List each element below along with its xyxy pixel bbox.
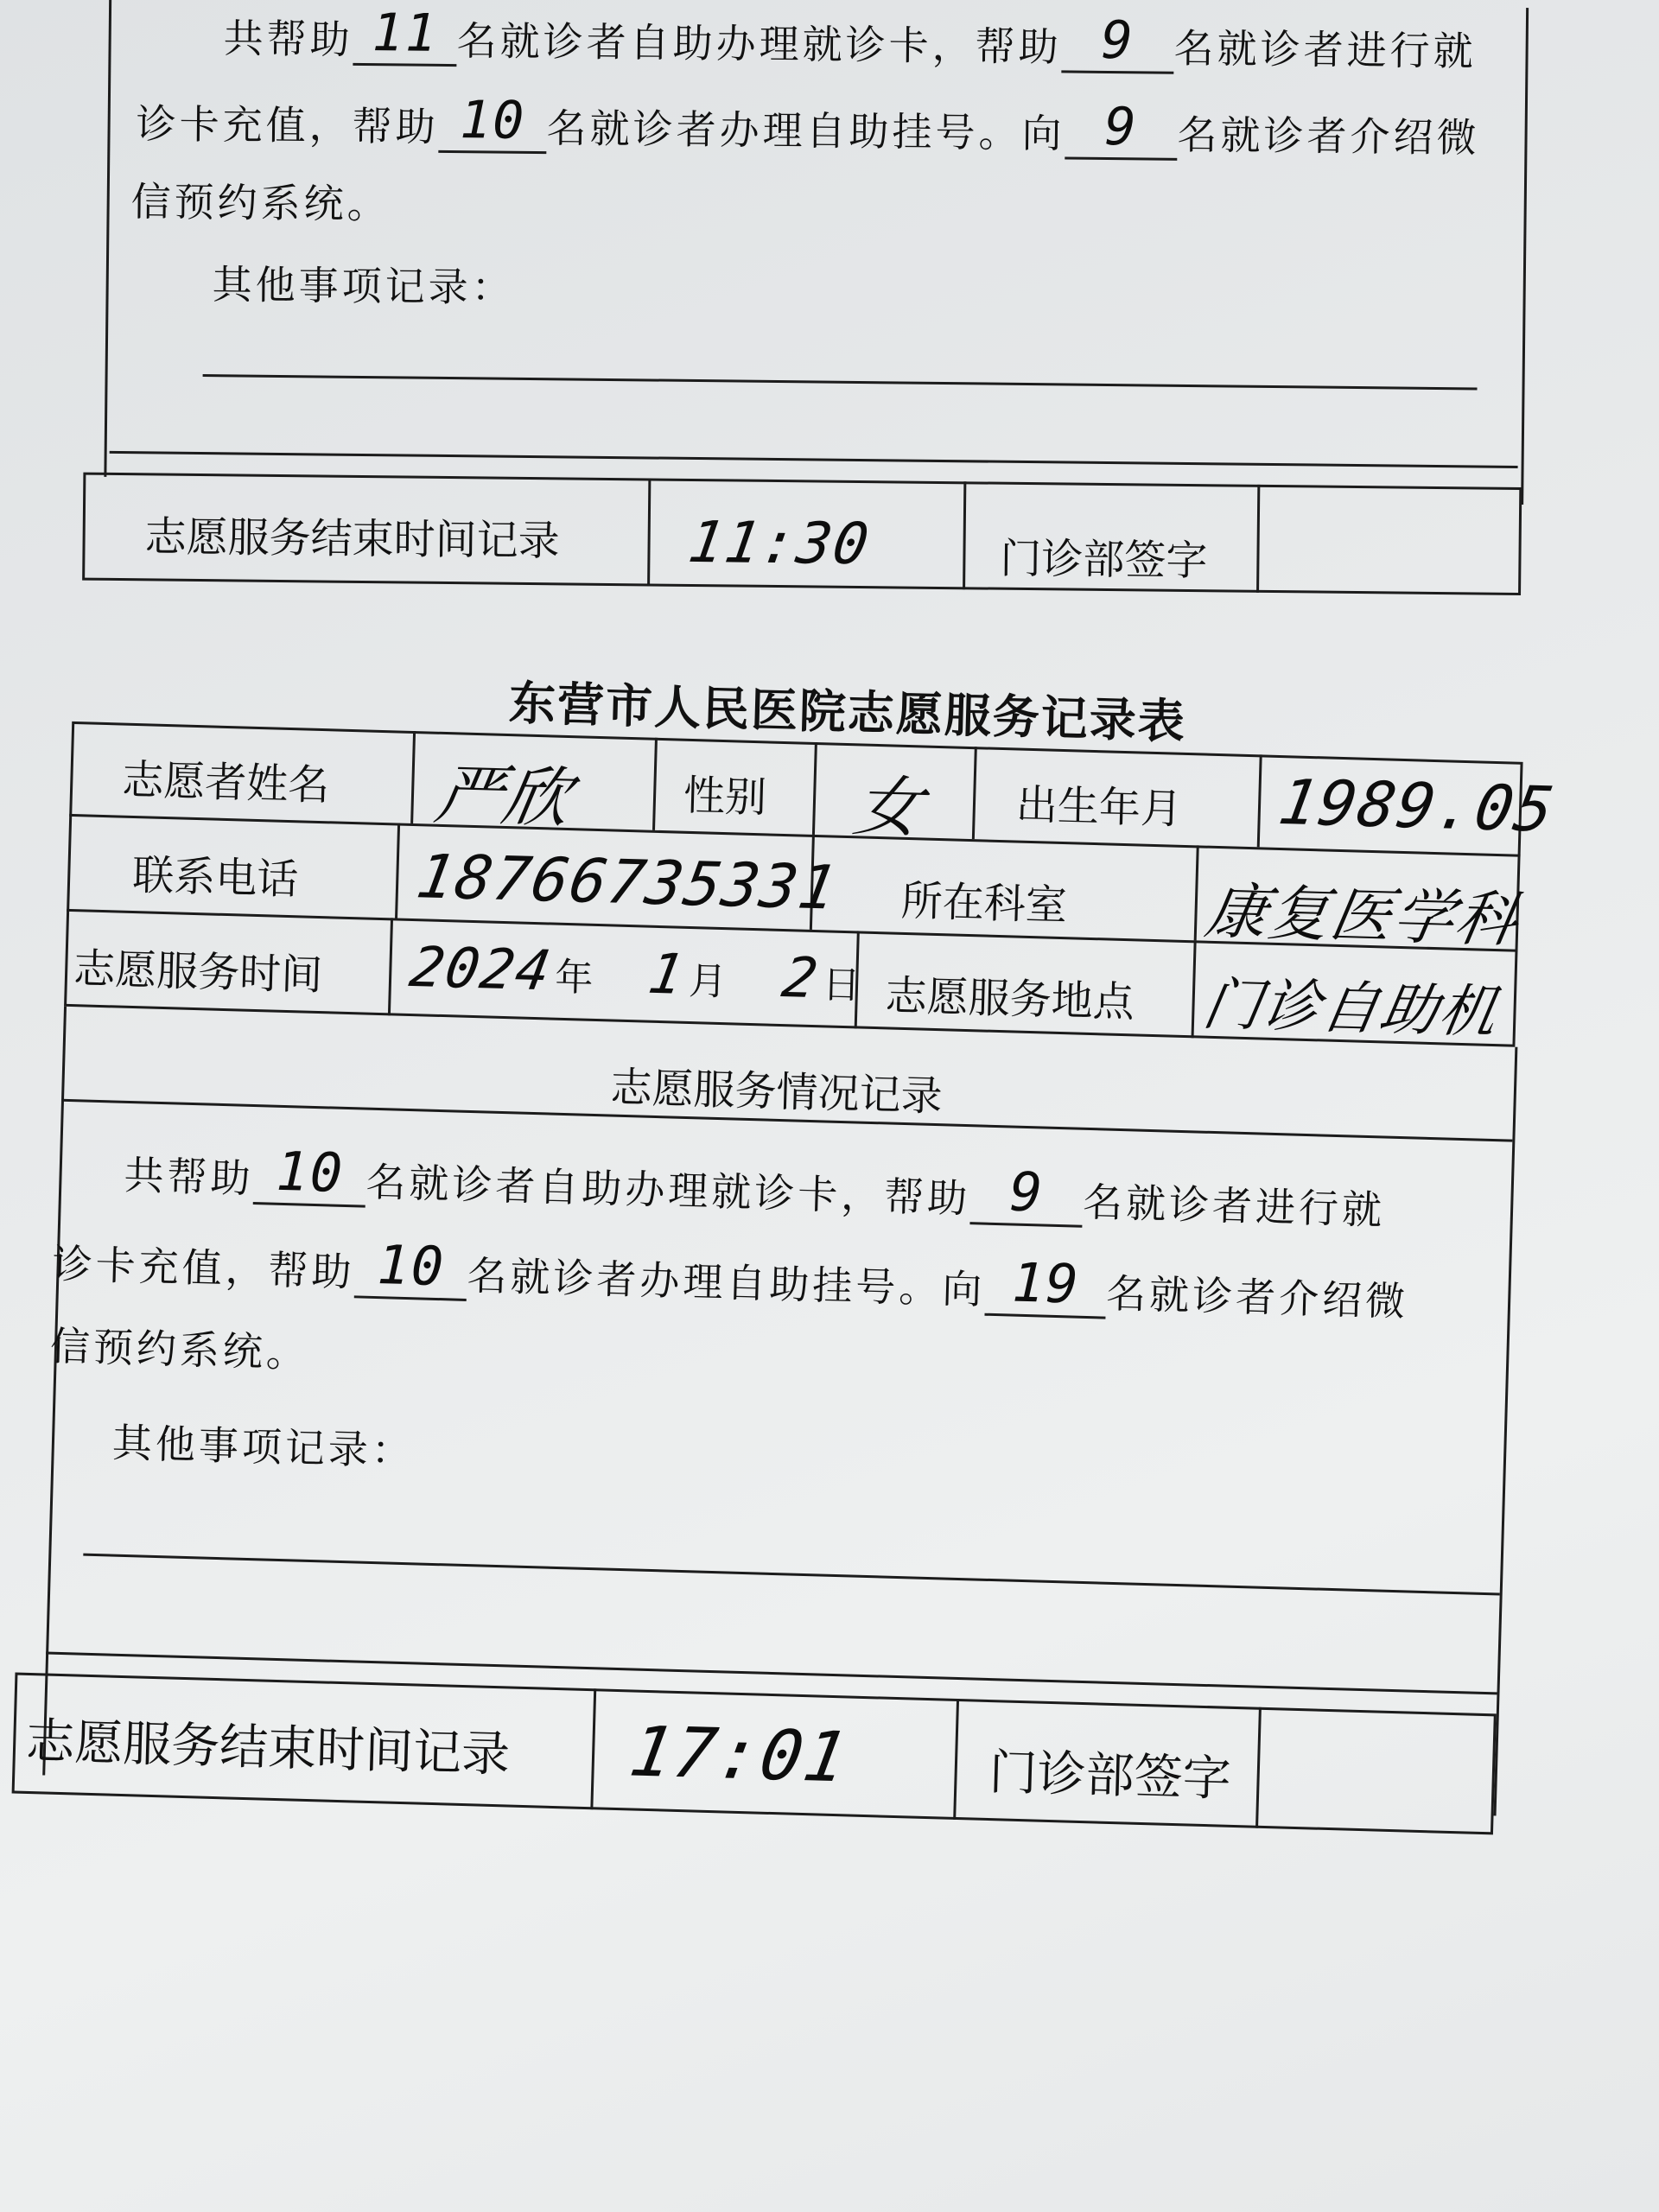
sign-label: 门诊部签字 <box>988 1745 1232 1808</box>
sign-label: 门诊部签字 <box>1000 534 1208 586</box>
handwritten-count: 9 <box>1101 10 1135 72</box>
summary-text: 名就诊者办理自助挂号。向 <box>546 105 1065 157</box>
date-day: 2 <box>778 946 824 1012</box>
summary-text: 名就诊者介绍微 <box>1105 1269 1409 1325</box>
summary-text: 共帮助 <box>223 15 353 63</box>
end-time-value: 11:30 <box>683 508 875 578</box>
count-blank <box>253 1139 367 1208</box>
summary-text: 名就诊者办理自助挂号。向 <box>466 1251 987 1313</box>
record-header: 志愿服务情况记录 <box>609 1063 944 1122</box>
name-label: 志愿者姓名 <box>121 755 331 810</box>
summary-line-1 <box>124 1135 1387 1236</box>
end-time-value: 17:01 <box>624 1711 855 1798</box>
other-matters-label: 其他事项记录： <box>212 261 515 311</box>
summary-text: 诊卡充值，帮助 <box>136 100 439 150</box>
handwritten-count: 10 <box>459 90 526 151</box>
summary-text: 名就诊者介绍微 <box>1177 111 1480 162</box>
summary-text: 诊卡充值，帮助 <box>51 1240 356 1296</box>
phone-label: 联系电话 <box>131 850 300 905</box>
handwritten-count: 11 <box>372 3 439 64</box>
birth-value: 1989.05 <box>1274 766 1560 846</box>
date-month: 1 <box>644 942 690 1007</box>
summary-text: 名就诊者自助办理就诊卡，帮助 <box>456 17 1062 71</box>
name-value: 严欣 <box>429 755 578 836</box>
birth-label: 出生年月 <box>1015 780 1183 834</box>
other-matters-label: 其他事项记录： <box>111 1419 416 1475</box>
form-title: 东营市人民医院志愿服务记录表 <box>508 676 1187 749</box>
handwritten-count: 9 <box>1008 1160 1046 1224</box>
handwritten-count: 10 <box>376 1233 447 1299</box>
dept-value: 康复医学科 <box>1200 875 1524 956</box>
summary-text: 名就诊者自助办理就诊卡，帮助 <box>365 1158 971 1223</box>
month-unit: 月 <box>688 958 728 1005</box>
summary-line-3: 信预约系统。 <box>49 1322 310 1376</box>
gender-label: 性别 <box>683 771 767 823</box>
dept-label: 所在科室 <box>900 876 1068 931</box>
end-time-label: 志愿服务结束时间记录 <box>144 512 560 566</box>
handwritten-count: 9 <box>1104 96 1139 158</box>
summary-text: 共帮助 <box>123 1151 255 1203</box>
count-blank <box>354 1232 468 1301</box>
count-blank <box>984 1250 1107 1319</box>
handwritten-count: 19 <box>1011 1250 1081 1316</box>
form-left-border <box>42 1007 67 1776</box>
end-time-label: 志愿服务结束时间记录 <box>25 1713 511 1783</box>
service-time-label: 志愿服务时间 <box>73 944 323 1001</box>
handwritten-count: 10 <box>275 1139 346 1205</box>
gender-value: 女 <box>849 767 930 847</box>
summary-line-3: 信预约系统。 <box>130 178 391 228</box>
form-right-border <box>1494 1047 1518 1816</box>
service-date <box>405 936 861 1013</box>
year-unit: 年 <box>554 955 594 1001</box>
summary-line-2 <box>52 1224 1410 1328</box>
summary-text: 名就诊者进行就 <box>1082 1178 1386 1234</box>
count-blank <box>969 1159 1084 1228</box>
service-place-label: 志愿服务地点 <box>884 971 1135 1027</box>
phone-value: 18766735331 <box>411 841 843 924</box>
summary-text: 名就诊者进行就 <box>1173 24 1477 75</box>
service-place-value: 门诊自助机 <box>1198 970 1504 1046</box>
day-unit: 日 <box>822 963 861 1008</box>
other-matters-line <box>83 1554 1499 1596</box>
date-year: 2024 <box>405 936 556 1004</box>
